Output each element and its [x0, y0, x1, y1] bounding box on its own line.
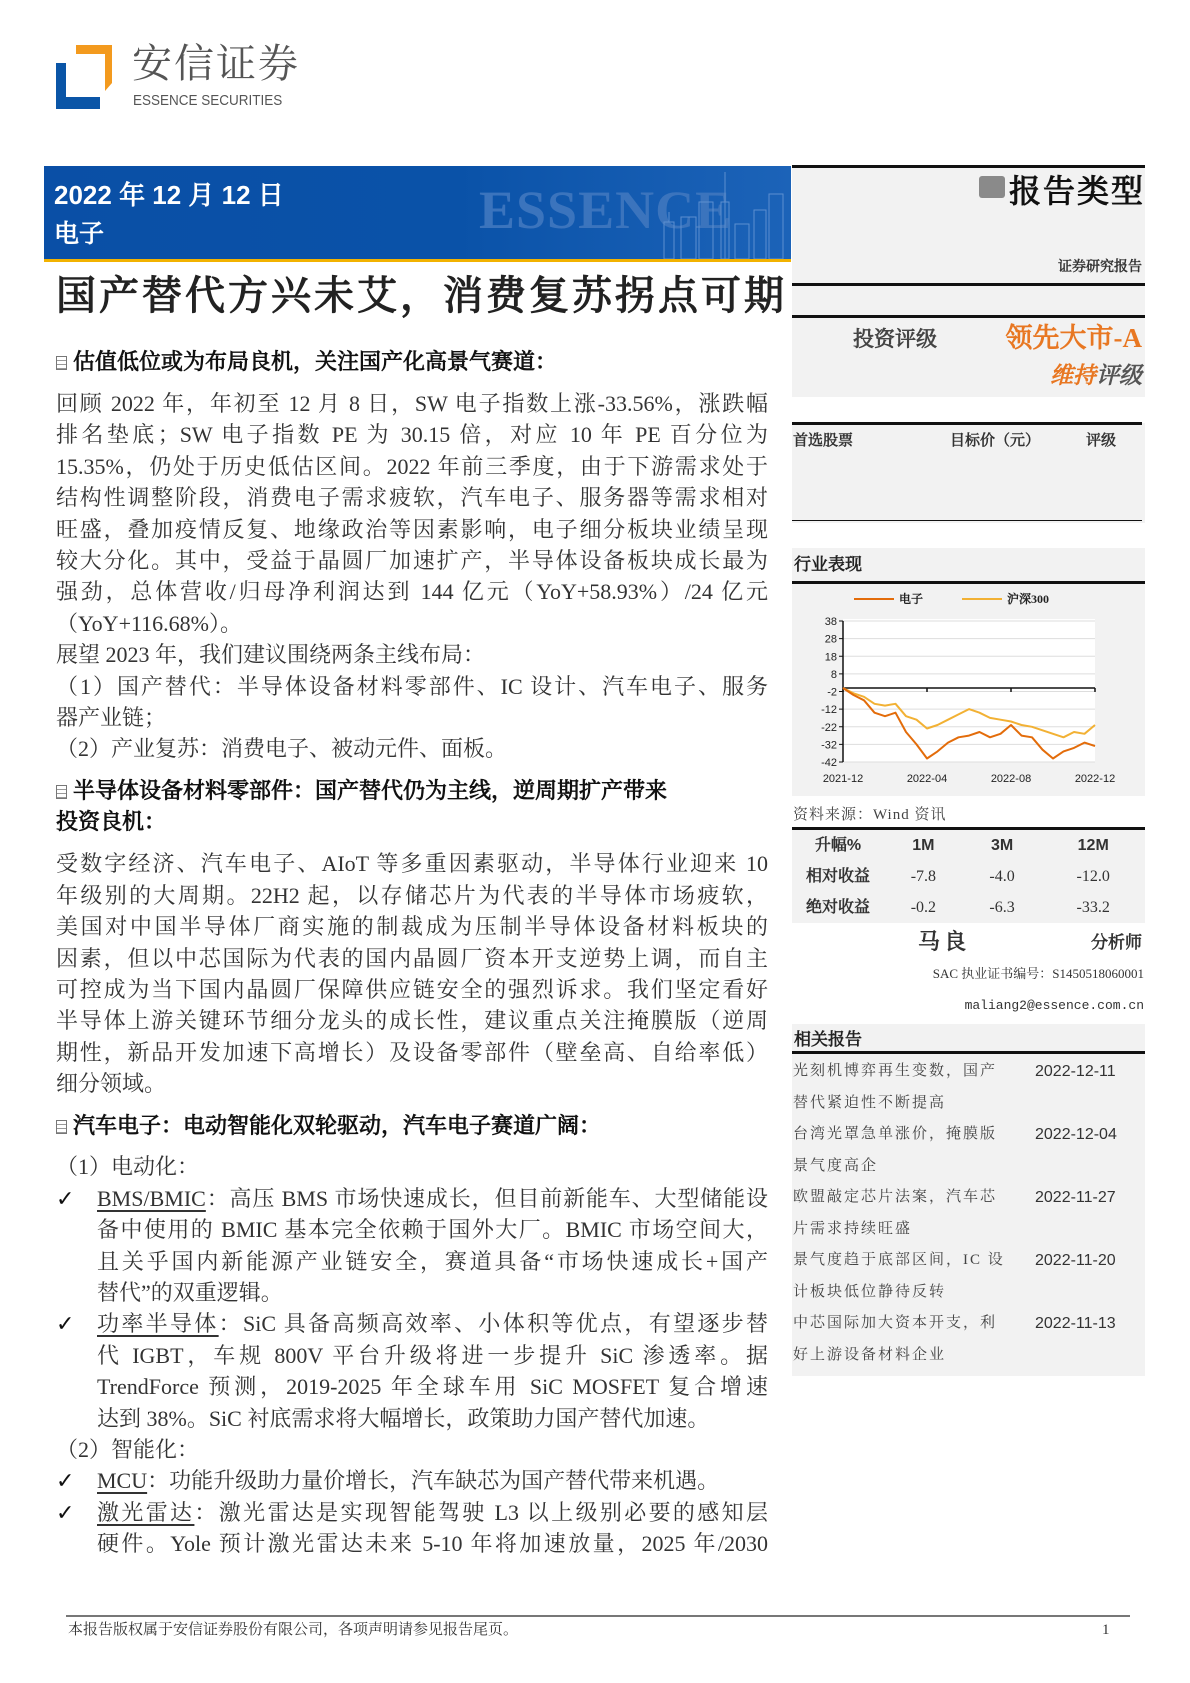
footer-disclaimer: 本报告版权属于安信证券股份有限公司，各项声明请参见报告尾页。 — [68, 1622, 519, 1638]
rating-value: 领先大市-A — [1005, 323, 1142, 353]
plot-area — [843, 619, 1095, 762]
text-line: 达到 38%。SiC 衬底需求将大幅增长，政策助力国产替代加速。 — [97, 1405, 710, 1431]
related-report-row — [792, 1119, 1145, 1151]
text-line: 年级别的大周期。22H2 起，以存储芯片为代表的半导体市场疲软， — [56, 882, 768, 908]
report-subtype: 证券研究报告 — [1058, 260, 1142, 275]
divider — [792, 315, 1145, 318]
text-line: 替代”的双重逻辑。 — [97, 1279, 283, 1305]
text-line: 器产业链； — [56, 704, 167, 730]
table-header: 3M — [990, 836, 1014, 854]
divider — [792, 581, 1145, 584]
related-report-item[interactable] — [792, 1182, 1145, 1245]
section-auto-electronics — [56, 1110, 768, 1559]
text-line — [97, 1308, 768, 1339]
text-line: 因素，但以中芯国际为代表的国内晶圆厂资本开支逆势上调，而自主 — [56, 945, 768, 971]
x-tick-label: 2021-12 — [822, 773, 864, 785]
stock-header-rating: 评级 — [1086, 433, 1117, 449]
table-row — [792, 892, 1145, 923]
y-tick-label: 18 — [824, 651, 837, 664]
related-report-row — [792, 1088, 1145, 1120]
x-tick-label: 2022-08 — [990, 773, 1032, 785]
related-report-item[interactable] — [792, 1245, 1145, 1308]
document-icon — [56, 1120, 67, 1134]
text-line: 15.35%，仍处于历史低估区间。2022 年前三季度，由于下游需求处于 — [56, 453, 768, 479]
bullet-item — [56, 1183, 768, 1309]
section-heading-cont: 投资良机： — [56, 809, 167, 835]
logo-chinese-name: 安信证券 — [132, 42, 300, 86]
related-report-date — [1035, 1277, 1145, 1309]
y-tick-label: 8 — [830, 668, 837, 681]
header-banner — [44, 166, 791, 262]
banner-watermark: ESSENCE — [479, 180, 733, 240]
report-title: 国产替代方兴未艾，消费复苏拐点可期 — [56, 273, 787, 318]
y-tick-label: -2 — [827, 686, 837, 699]
related-report-row — [792, 1182, 1145, 1214]
related-report-row — [792, 1214, 1145, 1246]
related-report-item[interactable] — [792, 1308, 1145, 1371]
text-line: （2）产业复苏：消费电子、被动元件、面板。 — [56, 736, 508, 762]
performance-chart — [792, 585, 1145, 795]
chart-trend-icon — [979, 176, 1005, 198]
related-report-title[interactable]: 片需求持续旺盛 — [793, 1220, 913, 1237]
text-line: 受数字经济、汽车电子、AIoT 等多重因素驱动，半导体行业迎来 10 — [56, 851, 768, 877]
text-line: TrendForce 预测，2019-2025 年全球车用 SiC MOSFET 复合增速 — [97, 1374, 768, 1400]
divider — [792, 422, 1142, 425]
analyst-sac: SAC 执业证书编号：S1450518060001 — [932, 966, 1144, 981]
divider — [792, 520, 1142, 521]
group-label: （1）电动化： — [56, 1154, 200, 1180]
chart-source: 资料来源：Wind 资讯 — [793, 807, 947, 823]
text-line: 强劲，总体营收/归母净利润达到 144 亿元（YoY+58.93%）/24 亿元 — [56, 579, 768, 605]
section-heading — [56, 775, 768, 806]
table-cell: -12.0 — [1076, 867, 1110, 885]
performance-table — [792, 830, 1145, 923]
checkmark-icon: ✓ — [56, 1311, 75, 1337]
text-line: 细分领域。 — [56, 1071, 167, 1097]
related-report-date: 2022-11-27 — [1035, 1189, 1116, 1206]
analyst-name: 马良 — [918, 929, 971, 954]
related-report-title[interactable]: 景气度趋于底部区间，IC 设 — [793, 1252, 1005, 1268]
row-label: 相对收益 — [805, 867, 870, 885]
bullet-text: ：SiC 具备高频高效率、小体积等优点，有望逐步替 — [218, 1311, 768, 1337]
table-row — [792, 861, 1145, 892]
x-tick-label: 2022-12 — [1074, 773, 1116, 785]
y-tick-label: 28 — [824, 633, 837, 646]
table-header: 1M — [912, 836, 935, 854]
text-line: 旺盛，叠加疫情反复、地缘政治等因素影响，电子细分板块业绩呈现 — [56, 516, 768, 542]
related-report-title[interactable]: 中芯国际加大资本开支，利 — [793, 1315, 998, 1331]
report-type-title — [979, 172, 1145, 210]
y-tick-label: -32 — [821, 739, 837, 752]
report-type-label: 报告类型 — [1008, 173, 1145, 209]
related-report-title[interactable]: 好上游设备材料企业 — [793, 1346, 947, 1363]
y-tick-label: -12 — [821, 704, 837, 717]
text-line — [97, 1465, 768, 1496]
y-tick-label: -22 — [821, 721, 837, 734]
rating-note — [1050, 362, 1142, 390]
table-cell: -7.8 — [910, 867, 937, 885]
document-icon — [56, 356, 67, 370]
related-report-title[interactable]: 替代紧迫性不断提高 — [793, 1094, 947, 1111]
related-report-row — [792, 1277, 1145, 1309]
text-line: 较大分化。其中，受益于晶圆厂加速扩产，半导体设备板块成长最为 — [56, 547, 768, 573]
text-line: 结构性调整阶段，消费电子需求疲软，汽车电子、服务器等需求相对 — [56, 485, 768, 511]
related-report-row — [792, 1056, 1145, 1088]
page-number: 1 — [1102, 1622, 1110, 1638]
legend-label: 沪深300 — [1007, 592, 1050, 606]
related-report-date — [1035, 1088, 1145, 1120]
essence-logo-icon — [56, 45, 112, 109]
text-line: 期性，新品开发加速下高增长）及设备零部件（壁垒高、自给率低） — [56, 1039, 768, 1065]
section-heading-text: 汽车电子：电动智能化双轮驱动，汽车电子赛道广阔： — [73, 1113, 602, 1138]
related-report-date: 2022-11-20 — [1035, 1252, 1116, 1269]
rating-note-em: 维持 — [1050, 363, 1096, 388]
footer-divider — [66, 1615, 1130, 1617]
text-line: 硬件。Yole 预计激光雷达未来 5-10 年将加速放量，2025 年/2030 — [97, 1531, 768, 1557]
related-report-title[interactable]: 欧盟敲定芯片法案，汽车芯 — [793, 1189, 998, 1205]
text-line: 回顾 2022 年，年初至 12 月 8 日，SW 电子指数上涨-33.56%，涨跌幅 — [56, 390, 768, 416]
bullet-text: ：功能升级助力量价增长，汽车缺芯为国产替代带来机遇。 — [147, 1468, 720, 1494]
related-report-date: 2022-12-04 — [1035, 1126, 1117, 1143]
bullet-term: MCU — [97, 1468, 148, 1494]
legend-label: 电子 — [899, 592, 924, 606]
related-report-item[interactable] — [792, 1056, 1145, 1119]
related-report-date: 2022-11-13 — [1035, 1315, 1116, 1332]
bullet-text: ：高压 BMS 市场快速成长，但目前新能车、大型储能设 — [205, 1185, 768, 1211]
table-cell: -0.2 — [910, 898, 937, 916]
analyst-role: 分析师 — [1091, 933, 1142, 952]
text-line: 展望 2023 年，我们建议围绕两条主线布局： — [56, 642, 486, 668]
text-line: （YoY+116.68%）。 — [56, 610, 242, 636]
text-line: （1）国产替代：半导体设备材料零部件、IC 设计、汽车电子、服务 — [56, 673, 768, 699]
bullet-item — [56, 1497, 768, 1560]
y-tick-label: -42 — [821, 757, 837, 769]
stock-header-name: 首选股票 — [793, 433, 854, 449]
related-title: 相关报告 — [794, 1030, 862, 1049]
checkmark-icon: ✓ — [56, 1185, 75, 1211]
section-valuation — [56, 346, 768, 765]
section-heading-text: 半导体设备材料零部件：国产替代仍为主线，逆周期扩产带来 — [73, 778, 668, 803]
related-report-row — [792, 1151, 1145, 1183]
performance-title: 行业表现 — [794, 555, 862, 574]
related-report-date — [1035, 1214, 1145, 1246]
text-line: 备中使用的 BMIC 基本完全依赖于国外大厂。BMIC 市场空间大， — [97, 1217, 768, 1243]
related-report-row — [792, 1340, 1145, 1372]
related-report-row — [792, 1245, 1145, 1277]
related-reports-box — [792, 1024, 1145, 1376]
text-line: 代 IGBT，车规 800V 平台升级将进一步提升 SiC 渗透率。据 — [97, 1342, 768, 1368]
related-report-date — [1035, 1151, 1145, 1183]
bullet-text: ：激光雷达是实现智能驾驶 L3 以上级别必要的感知层 — [194, 1499, 768, 1525]
related-report-title[interactable]: 台湾光罩急单涨价，掩膜版 — [793, 1126, 998, 1142]
group-label: （2）智能化： — [56, 1436, 200, 1462]
logo-english-name: ESSENCE SECURITIES — [133, 92, 283, 109]
text-line — [97, 1497, 768, 1528]
rating-label: 投资评级 — [853, 327, 937, 351]
related-report-item[interactable] — [792, 1119, 1145, 1182]
text-line: 可控成为当下国内晶圆厂保障供应链安全的强烈诉求。我们坚定看好 — [56, 976, 768, 1002]
report-date: 2022 年 12 月 12 日 — [54, 180, 284, 210]
bullet-item — [56, 1308, 768, 1434]
checkmark-icon: ✓ — [56, 1468, 75, 1494]
x-tick-label: 2022-04 — [906, 773, 948, 785]
table-cell: -4.0 — [989, 867, 1015, 885]
text-line: 半导体上游关键环节细分龙头的成长性，建议重点关注掩膜版（逆周 — [56, 1008, 768, 1034]
text-line: 美国对中国半导体厂商实施的制裁成为压制半导体设备材料板块的 — [56, 914, 768, 940]
text-line: 排名垫底；SW 电子指数 PE 为 30.15 倍，对应 10 年 PE 百分位为 — [56, 422, 768, 448]
related-report-date: 2022-12-11 — [1035, 1063, 1116, 1080]
related-report-row — [792, 1308, 1145, 1340]
text-line: 且关乎国内新能源产业链安全，赛道具备“市场快速成长+国产 — [97, 1248, 768, 1274]
table-header-row — [792, 830, 1145, 861]
bullet-term: BMS/BMIC — [97, 1185, 206, 1211]
section-semiconductor-equipment — [56, 775, 768, 1100]
checkmark-icon: ✓ — [56, 1499, 75, 1525]
related-report-title[interactable]: 计板块低位静待反转 — [793, 1283, 947, 1300]
table-cell: -33.2 — [1076, 898, 1110, 916]
table-header: 12M — [1077, 836, 1109, 854]
city-skyline-icon — [659, 172, 789, 259]
table-cell: -6.3 — [989, 898, 1015, 916]
related-report-title[interactable]: 光刻机博弈再生变数，国产 — [793, 1063, 998, 1079]
related-report-title[interactable]: 景气度高企 — [793, 1157, 879, 1174]
text-line — [97, 1183, 768, 1214]
rating-note-rest: 评级 — [1096, 363, 1142, 388]
table-header: 升幅% — [814, 836, 862, 854]
analyst-email[interactable]: maliang2@essence.com.cn — [964, 998, 1144, 1013]
report-sector: 电子 — [54, 221, 105, 248]
bullet-term: 激光雷达 — [97, 1499, 195, 1525]
document-icon — [56, 785, 67, 799]
row-label: 绝对收益 — [805, 898, 870, 916]
section-heading — [56, 1110, 768, 1141]
stock-header-target: 目标价（元） — [950, 433, 1041, 449]
bullet-term: 功率半导体 — [97, 1311, 219, 1337]
y-tick-label: 38 — [824, 616, 837, 628]
section-heading — [56, 346, 768, 377]
related-report-date — [1035, 1340, 1145, 1372]
bullet-item — [56, 1465, 768, 1496]
section-heading-text: 估值低位或为布局良机，关注国产化高景气赛道： — [73, 349, 558, 374]
